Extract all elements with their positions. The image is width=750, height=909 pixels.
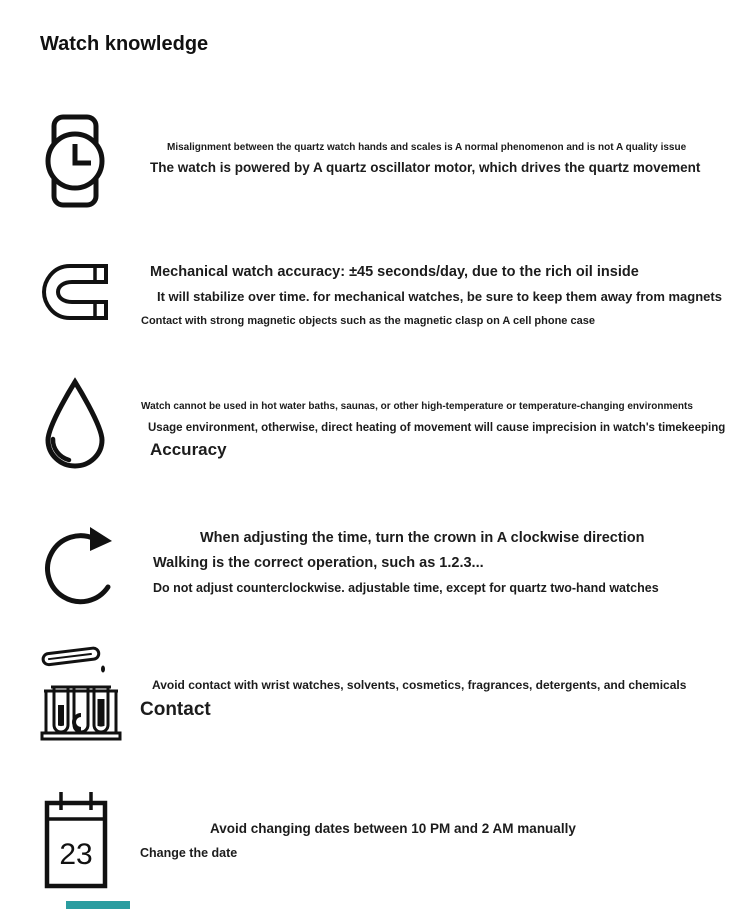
text-line: Avoid contact with wrist watches, solvents, cosmetics, fragrances, detergents, and chemicals [152, 678, 687, 692]
section-temperature [40, 377, 740, 469]
test-tubes-icon [40, 641, 112, 745]
section-magnetism [40, 261, 740, 327]
text-line: Avoid changing dates between 10 PM and 2 AM manually [210, 821, 576, 836]
magnet-icon [40, 261, 112, 323]
calendar-day-number: 23 [59, 838, 93, 871]
text-line: The watch is powered by A quartz oscillator motor, which drives the quartz movement [150, 160, 701, 175]
section-text [112, 261, 740, 327]
water-drop-icon [40, 377, 112, 469]
text-line: Mechanical watch accuracy: ±45 seconds/day, due to the rich oil inside [150, 264, 639, 280]
page-title: Watch knowledge [40, 33, 209, 55]
section-text [112, 112, 740, 175]
section-text [112, 788, 740, 860]
section-text [112, 521, 740, 595]
text-line: Do not adjust counterclockwise. adjustable time, except for quartz two-hand watches [153, 581, 659, 595]
text-line: Watch cannot be used in hot water baths, saunas, or other high-temperature or temperature-changing environments [141, 401, 693, 412]
text-line: Contact [140, 699, 211, 720]
section-text [112, 641, 740, 721]
text-line: When adjusting the time, turn the crown in A clockwise direction [200, 530, 645, 546]
calendar-icon [40, 788, 112, 890]
section-text [112, 377, 740, 460]
section-crown-adjustment [40, 521, 740, 609]
text-line: Usage environment, otherwise, direct heating of movement will cause imprecision in watch's timekeeping [148, 422, 726, 434]
wristwatch-icon [40, 112, 112, 212]
text-line: It will stabilize over time. for mechanical watches, be sure to keep them away from magnets [157, 289, 722, 304]
clockwise-arrow-icon [40, 521, 112, 609]
text-line: Accuracy [150, 440, 227, 459]
section-chemicals [40, 641, 740, 745]
section-date-change [40, 788, 740, 890]
text-line: Misalignment between the quartz watch hands and scales is A normal phenomenon and is not A quality issue [167, 142, 687, 153]
text-line: Walking is the correct operation, such as 1.2.3... [153, 555, 484, 571]
text-line: Change the date [140, 846, 238, 860]
teal-accent-bar [66, 901, 130, 909]
section-quartz-movement [40, 112, 740, 212]
text-line: Contact with strong magnetic objects such as the magnetic clasp on A cell phone case [141, 315, 595, 327]
